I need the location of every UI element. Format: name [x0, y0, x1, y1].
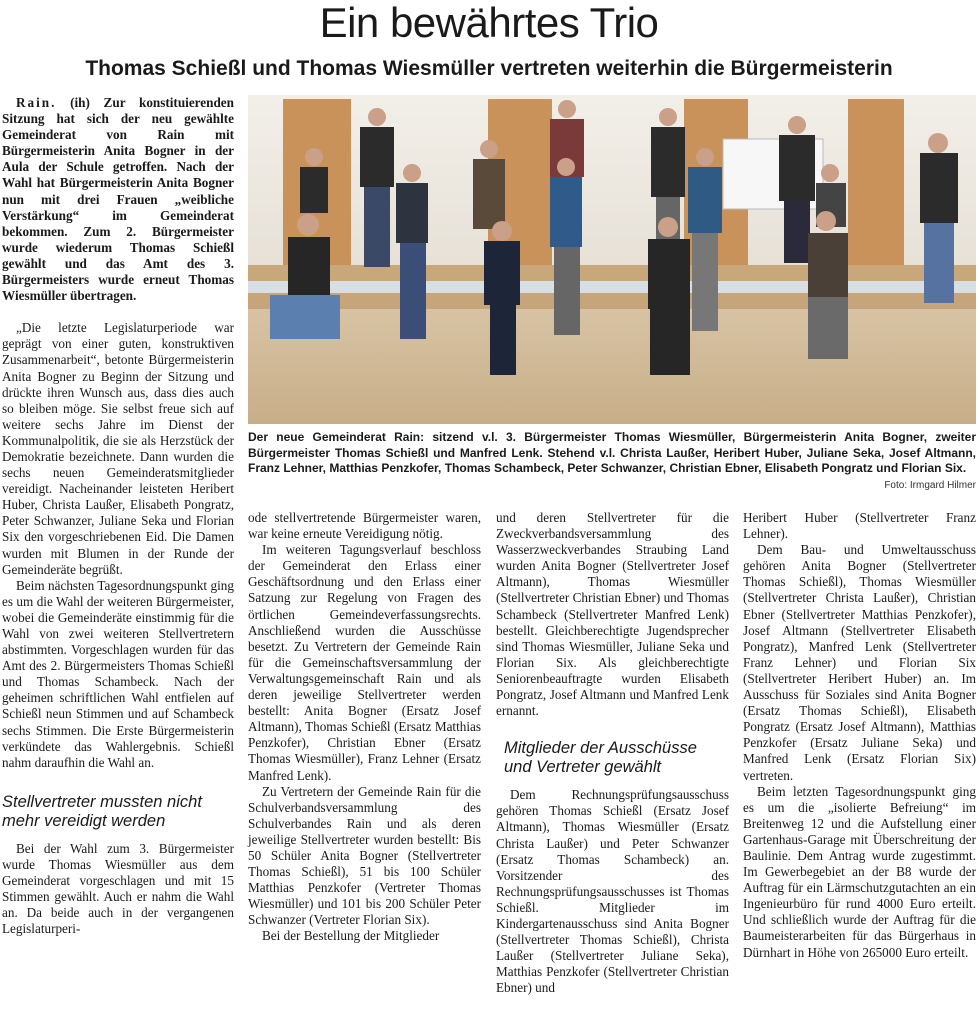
- paragraph: Bei der Bestellung der Mitglieder: [262, 928, 440, 944]
- lead-text: (ih) Zur konstituierenden Sitzung hat sich der neu gewählte Gemeinderat von Rain mit Bürgermeisterin Anita Bogner in der Aula der Schule getroffen. Nach der Wahl hat Bürgermeisterin Anita Bogner nun mit drei Frauen „weibliche Verstärkung“ im Gemeinderat bekommen. Zum 2. Bürgermeister wurde wiederum Thomas Schießl gewählt und das Amt des 3. Bürgermeisters wurde erneut Thomas Wiesmüller übertragen.: [2, 95, 234, 304]
- paragraph: ode stellvertretende Bürgermeister waren, war keine erneute Vereidigung nötig.: [248, 510, 481, 542]
- paragraph: und deren Stellvertreter für die Zweckverbandsversammlung des Wasserzweckverbandes Straubing Land wurden Anita Bogner (Stellvertreter Josef Altmann), Thomas Wiesmüller (Stellvertreter Christian Ebner) und Thomas Schambeck (Stellvertreter Manfred Lenk) bestellt. Gleichberechtigte Jugendsprecher sind Thomas Wiesmüller, Juliane Seka und Florian Six. Als gleichberechtigte Seniorenbeauftragte wurden Elisabeth Pongratz, Josef Altmann und Manfred Lenk ernannt.: [496, 510, 729, 719]
- article-column-1: [2, 95, 234, 937]
- lead-paragraph: [2, 95, 234, 304]
- group-photo: [248, 95, 976, 424]
- paragraph: Dem Rechnungsprüfungsausschuss gehören Thomas Schießl (Ersatz Josef Altmann), Thomas Wiesmüller (Ersatz Christa Laußer) und Peter Schwanzer (Ersatz Thomas Schambeck) an. Vorsitzender des Rechnungsprüfungsausschusses ist Thomas Schießl. Mitglieder im Kindergartenausschuss sind Anita Bogner (Stellvertreter Thomas Schießl), Christa Laußer (Stellvertreter Juliane Seka), Matthias Penzkofer (Stellvertreter Christian Ebner) und: [496, 787, 729, 996]
- section-heading: Stellvertreter mussten nicht mehr vereidigt werden: [2, 792, 202, 830]
- photo-illustration: [248, 95, 976, 424]
- section-heading: Mitglieder der Ausschüsse und Vertreter gewählt: [504, 739, 697, 777]
- article-column-3: [496, 510, 729, 996]
- paragraph: Heribert Huber (Stellvertreter Franz Lehner).: [743, 510, 976, 542]
- paragraph: Im weiteren Tagungsverlauf beschloss der Gemeinderat den Erlass einer Geschäftsordnung und den Erlass einer Satzung zur Regelung von Fragen des örtlichen Gemeindeverfassungsrechts. Anschließend wurden die Ausschüsse besetzt. Zu Vertretern der Gemeinde Rain für die Gemeinschaftsversammlung der Verwaltungsgemeinschaft Rain und als deren jeweilige Stellvertreter werden bestellt: Anita Bogner (Ersatz Josef Altmann), Thomas Schießl (Ersatz Matthias Penzkofer), Christian Ebner (Ersatz Thomas Wiesmüller), Franz Lehner (Ersatz Manfred Lenk).: [248, 542, 481, 783]
- paragraph: Zu Vertretern der Gemeinde Rain für die Schulverbandsversammlung des Schulverbandes Rain und als deren jeweilige Stellvertreter wurden bestellt: Bis 50 Schüler Anita Bogner (Stellvertreter Thomas Schießl), 51 bis 100 Schüler Matthias Penzkofer (Vertreter Thomas Wiesmüller) und 101 bis 200 Schüler Peter Schwanzer (Vertreter Florian Six).: [248, 783, 481, 928]
- photo-credit: Foto: Irmgard Hilmer: [884, 480, 976, 491]
- photo-caption: Der neue Gemeinderat Rain: sitzend v.l. 3. Bürgermeister Thomas Wiesmüller, Bürgermeisterin Anita Bogner, zweiter Bürgermeister Thomas Schießl und Manfred Lenk. Stehend v.l. Christa Laußer, Heribert Huber, Juliane Seka, Josef Altmann, Franz Lehner, Matthias Penzkofer, Thomas Schambeck, Peter Schwanzer, Christian Ebner, Elisabeth Pongratz und Florian Six.: [248, 430, 976, 476]
- paragraph: „Die letzte Legislaturperiode war geprägt von einer guten, konstruktiven Zusammenarbeit“, betonte Bürgermeisterin Anita Bogner zu Beginn der Sitzung und drückte ihren Wunsch aus, dass dies auch so bleiben möge. Sie selbst freue sich auf weitere sechs Jahre im Dienst der Kommunalpolitik, die sie als Herzstück der Demokratie bezeichnete. Dann wurden die sechs neuen Gemeinderatsmitglieder vereidigt. Nacheinander leisteten Heribert Huber, Christa Laußer, Elisabeth Pongratz, Peter Schwanzer, Juliane Seka und Florian Six den vorgeschriebenen Eid. Die Damen wurden mit Blumen in der Runde der Gemeinderäte begrüßt.: [2, 320, 234, 577]
- paragraph: Dem Bau- und Umweltausschuss gehören Anita Bogner (Stellvertreter Thomas Schießl), Thomas Wiesmüller (Stellvertreter Christa Laußer), Christian Ebner (Stellvertreter Matthias Penzkofer), Josef Altmann (Stellvertreter Elisabeth Pongratz), Manfred Lenk (Stellvertreter Franz Lehner) und Florian Six (Stellvertreter Heribert Huber) an. Im Ausschuss für Soziales sind Anita Bogner (Ersatz Thomas Schießl), Elisabeth Pongratz (Ersatz Josef Altmann), Matthias Penzkofer (Ersatz Juliane Seka) und Manfred Lenk (Ersatz Florian Six) vertreten.: [743, 542, 976, 783]
- headline: Ein bewährtes Trio: [319, 0, 659, 46]
- dateline: Rain.: [16, 95, 57, 110]
- paragraph: Beim letzten Tagesordnungspunkt ging es um die „isolierte Befreiung“ im Breitenweg 12 und die Aufstellung einer Gartenhaus-Garage mit Überschreitung der Baulinie. Dem Antrag wurde zugestimmt. Im Gewerbegebiet an der B8 wurde der Auftrag für ein Lärmschutzgutachten an ein Ingenieurbüro für rund 4000 Euro erteilt. Und schließlich wurde der Auftrag für die Baumeisterarbeiten für das Bürgerhaus in Dürnhart in Höhe von 265000 Euro erteilt.: [743, 783, 976, 960]
- subheadline: Thomas Schießl und Thomas Wiesmüller vertreten weiterhin die Bürgermeisterin: [85, 57, 893, 80]
- article-column-4: [743, 510, 976, 961]
- article-column-2: [248, 510, 481, 945]
- paragraph: Beim nächsten Tagesordnungspunkt ging es um die Wahl der weiteren Bürgermeister, wobei die Gemeinderäte einstimmig für die Wahl von zwei weiteren Stellvertretern abstimmten. Vorgeschlagen wurden für das Amt des 2. Bürgermeisters Thomas Schießl und Thomas Schambeck. Nach der geheimen schriftlichen Wahl entfielen auf Schießl neun Stimmen und auf Schambeck sechs Stimmen. Die Erste Bürgermeisterin verkündete das Wahlergebnis. Schießl nahm daraufhin die Wahl an.: [2, 577, 234, 770]
- paragraph: Bei der Wahl zum 3. Bürgermeister wurde Thomas Wiesmüller aus dem Gemeinderat vorgeschlagen und mit 15 Stimmen gewählt. Auch er nahm die Wahl an. Da beide auch in der vergangenen Legislaturperi-: [2, 840, 234, 937]
